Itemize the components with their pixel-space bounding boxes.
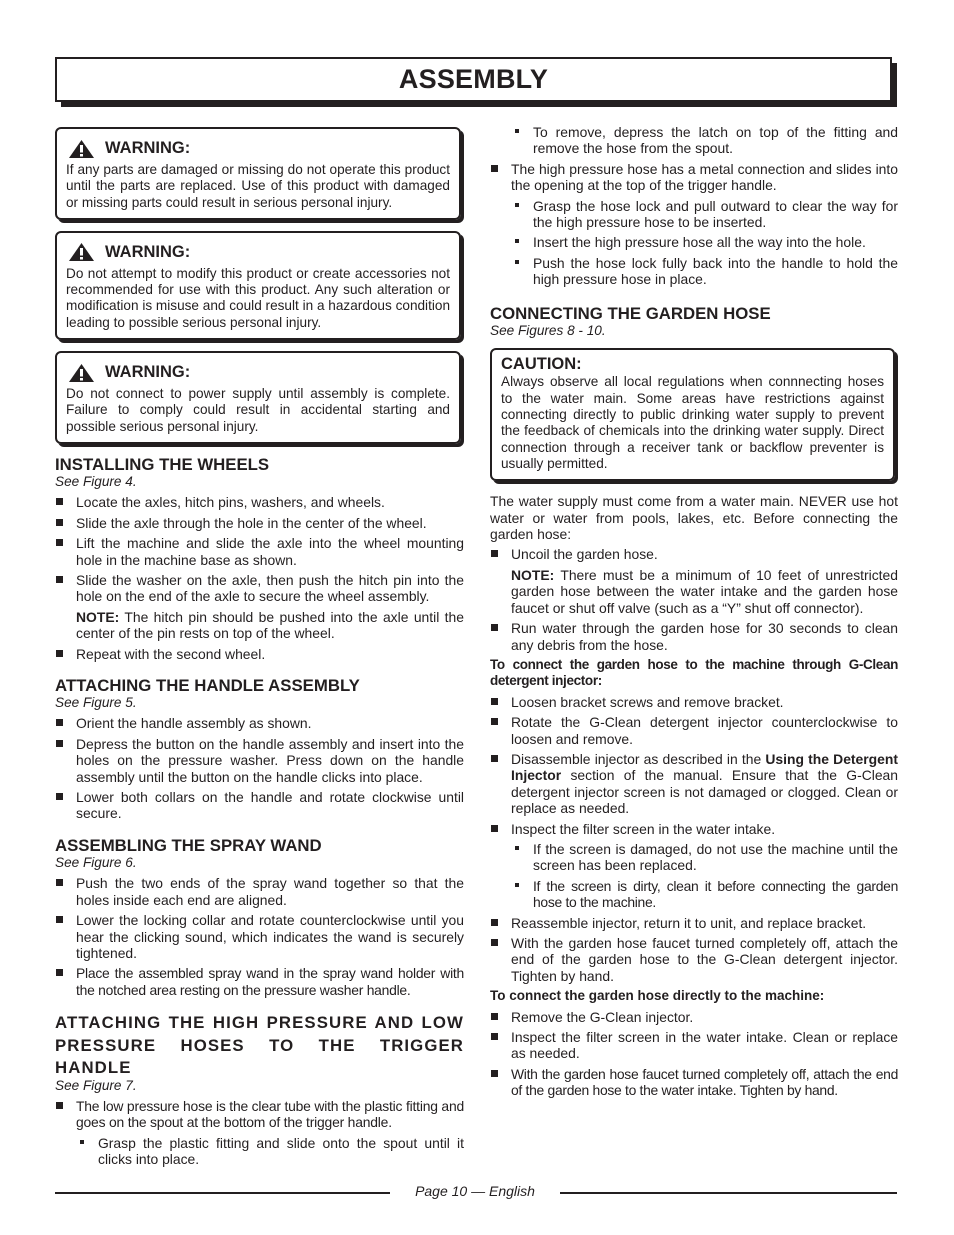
list-item: Place the assembled spray wand in the spray wand holder with the notched area resting on the pressure washer handle.	[55, 965, 464, 998]
list-item: Inspect the filter screen in the water intake. Clean or replace as needed.	[490, 1029, 898, 1062]
gclean-steps	[490, 694, 898, 837]
section-heading-wheels: INSTALLING THE WHEELS	[55, 454, 270, 474]
text-part-bold: Using the Detergent Injector	[511, 750, 899, 784]
warning-text: Do not attempt to modify this product or create accessories not recommended for use with this product. Any such alteration or modification is misuse and could result in a hazardous condition leading to possible serious personal injury.	[66, 265, 450, 330]
list-item: Orient the handle assembly as shown.	[55, 715, 464, 731]
list-item: Slide the axle through the hole in the center of the wheel.	[55, 515, 464, 531]
list-item: If the screen is dirty, clean it before connecting the garden hose to the machine.	[490, 878, 898, 911]
direct-subheading: To connect the garden hose directly to the machine:	[490, 988, 825, 1004]
list-item: The high pressure hose has a metal connection and slides into the opening at the top of the trigger handle.	[490, 161, 898, 194]
section-heading-hoses: ATTACHING THE HIGH PRESSURE AND LOW PRESSURE HOSES TO THE TRIGGER HANDLE	[55, 1013, 464, 1078]
list-item: Grasp the plastic fitting and slide onto the spout until it clicks into place.	[55, 1135, 464, 1168]
warning-header	[68, 242, 450, 263]
list-item: Uncoil the garden hose.	[490, 546, 898, 562]
wheels-note	[55, 609, 464, 642]
list-item: Reassemble injector, return it to unit, and replace bracket.	[490, 915, 898, 931]
garden-note	[490, 567, 898, 616]
list-item: Loosen bracket screws and remove bracket.	[490, 694, 898, 710]
warning-triangle-icon	[68, 139, 95, 159]
list-item: Lower the locking collar and rotate counterclockwise until you hear the clicking sound, which indicates the wand is securely tightened.	[55, 912, 464, 961]
list-item: Push the two ends of the spray wand together so that the holes inside each end are aligned.	[55, 875, 464, 908]
warning-label: WARNING:	[105, 139, 191, 158]
page-footer: Page 10 — English	[415, 1183, 535, 1199]
warning-box-3	[55, 351, 461, 444]
warning-header	[68, 138, 450, 159]
list-item: Insert the high pressure hose all the way into the hole.	[490, 234, 898, 250]
high-pressure-substeps	[490, 198, 898, 288]
gclean-steps-2	[490, 915, 898, 985]
text-part: section of the manual. Ensure that the G-Clean detergent injector screen is not damaged or clogged. Clean or replace as needed.	[511, 767, 898, 817]
note-label: NOTE:	[76, 608, 120, 625]
garden-steps-2	[490, 620, 898, 653]
warning-box-2	[55, 231, 461, 340]
list-item: Inspect the filter screen in the water intake.	[490, 821, 898, 837]
wand-steps	[55, 875, 464, 998]
direct-steps	[490, 1009, 898, 1099]
wheels-steps	[55, 494, 464, 604]
page-title: ASSEMBLY	[398, 64, 549, 94]
caution-text: Always observe all local regulations when connnecting hoses to the water main. Some areas have restrictions against connecting directly to public drinking water supply to prevent the feedback of chemicals into the drinking water supply. Direct connection through a receiver tank or backflow preventer is usually permitted.	[501, 374, 884, 471]
note-text: There must be a minimum of 10 feet of unrestricted garden hose between the water intake and the garden hose faucet or shut off valve (such as a “Y” shut off connector).	[511, 566, 898, 616]
text-part: Disassemble injector as described in the	[511, 750, 766, 767]
warning-triangle-icon	[68, 242, 95, 262]
caution-box	[490, 348, 895, 481]
note-label: NOTE:	[511, 566, 555, 583]
warning-label: WARNING:	[105, 363, 191, 382]
list-item: Remove the G-Clean injector.	[490, 1009, 898, 1025]
figure-reference: See Figure 7.	[55, 1077, 137, 1093]
page-title-banner	[55, 57, 897, 107]
section-heading-garden-hose: CONNECTING THE GARDEN HOSE	[490, 303, 771, 323]
warning-box-1	[55, 127, 461, 220]
warning-label: WARNING:	[105, 243, 191, 262]
footer-rule-right	[560, 1192, 897, 1194]
list-item	[490, 751, 898, 817]
right-column	[490, 124, 898, 1103]
list-item: With the garden hose faucet turned completely off, attach the end of the garden hose to the G-Clean detergent injector. Tighten by hand.	[490, 935, 898, 984]
section-heading-wand: ASSEMBLING THE SPRAY WAND	[55, 835, 322, 855]
inspect-substeps	[490, 841, 898, 911]
footer-rule-left	[55, 1192, 390, 1194]
list-item: Rotate the G-Clean detergent injector counterclockwise to loosen and remove.	[490, 714, 898, 747]
list-item: The low pressure hose is the clear tube with the plastic fitting and goes on the spout at the bottom of the trigger handle.	[55, 1098, 464, 1131]
list-item: Grasp the hose lock and pull outward to clear the way for the high pressure hose to be inserted.	[490, 198, 898, 231]
water-supply-intro: The water supply must come from a water main. NEVER use hot water or water from pools, lakes, etc. Before connecting the garden hose:	[490, 493, 898, 543]
warning-triangle-icon	[68, 363, 95, 383]
garden-steps	[490, 546, 898, 562]
handle-steps	[55, 715, 464, 821]
title-box	[55, 57, 892, 102]
high-pressure-step	[490, 161, 898, 194]
list-item: Repeat with the second wheel.	[55, 646, 464, 662]
list-item: Lift the machine and slide the axle into the wheel mounting hole in the machine base as shown.	[55, 535, 464, 568]
list-item: To remove, depress the latch on top of the fitting and remove the hose from the spout.	[490, 124, 898, 157]
figure-reference: See Figure 4.	[55, 473, 137, 489]
list-item: With the garden hose faucet turned completely off, attach the end of the garden hose to the water intake. Tighten by hand.	[490, 1066, 898, 1099]
wheels-steps-end	[55, 646, 464, 662]
hoses-substeps	[55, 1135, 464, 1168]
warning-text: Do not connect to power supply until assembly is complete. Failure to comply could result in accidental starting and possible serious personal injury.	[66, 386, 450, 434]
list-item: If the screen is damaged, do not use the machine until the screen has been replaced.	[490, 841, 898, 874]
list-item: Push the hose lock fully back into the handle to hold the high pressure hose in place.	[490, 255, 898, 288]
figure-reference: See Figures 8 - 10.	[490, 322, 606, 338]
list-item: Slide the washer on the axle, then push the hitch pin into the hole on the end of the axle to secure the wheel assembly.	[55, 572, 464, 605]
hoses-steps	[55, 1098, 464, 1131]
left-column	[55, 123, 464, 1172]
list-item: Locate the axles, hitch pins, washers, and wheels.	[55, 494, 464, 510]
figure-reference: See Figure 6.	[55, 854, 137, 870]
list-item: Depress the button on the handle assembly and insert into the holes on the pressure washer. Press down on the handle assembly until the button on the handle clicks into place.	[55, 736, 464, 785]
warning-header	[68, 362, 450, 383]
figure-reference: See Figure 5.	[55, 695, 137, 711]
list-item: Lower both collars on the handle and rotate clockwise until secure.	[55, 789, 464, 822]
note-text: The hitch pin should be pushed into the axle until the center of the pin rests on top of the wheel.	[76, 608, 464, 642]
section-heading-handle: ATTACHING THE HANDLE ASSEMBLY	[55, 676, 360, 696]
remove-substep	[490, 124, 898, 157]
gclean-subheading: To connect the garden hose to the machine through G-Clean detergent injector:	[490, 656, 898, 689]
list-item: Run water through the garden hose for 30 seconds to clean any debris from the hose.	[490, 620, 898, 653]
warning-text: If any parts are damaged or missing do not operate this product until the parts are replaced. Use of this product with damaged or missing parts could result in serious personal injury.	[66, 162, 450, 210]
caution-label: CAUTION:	[501, 355, 582, 374]
